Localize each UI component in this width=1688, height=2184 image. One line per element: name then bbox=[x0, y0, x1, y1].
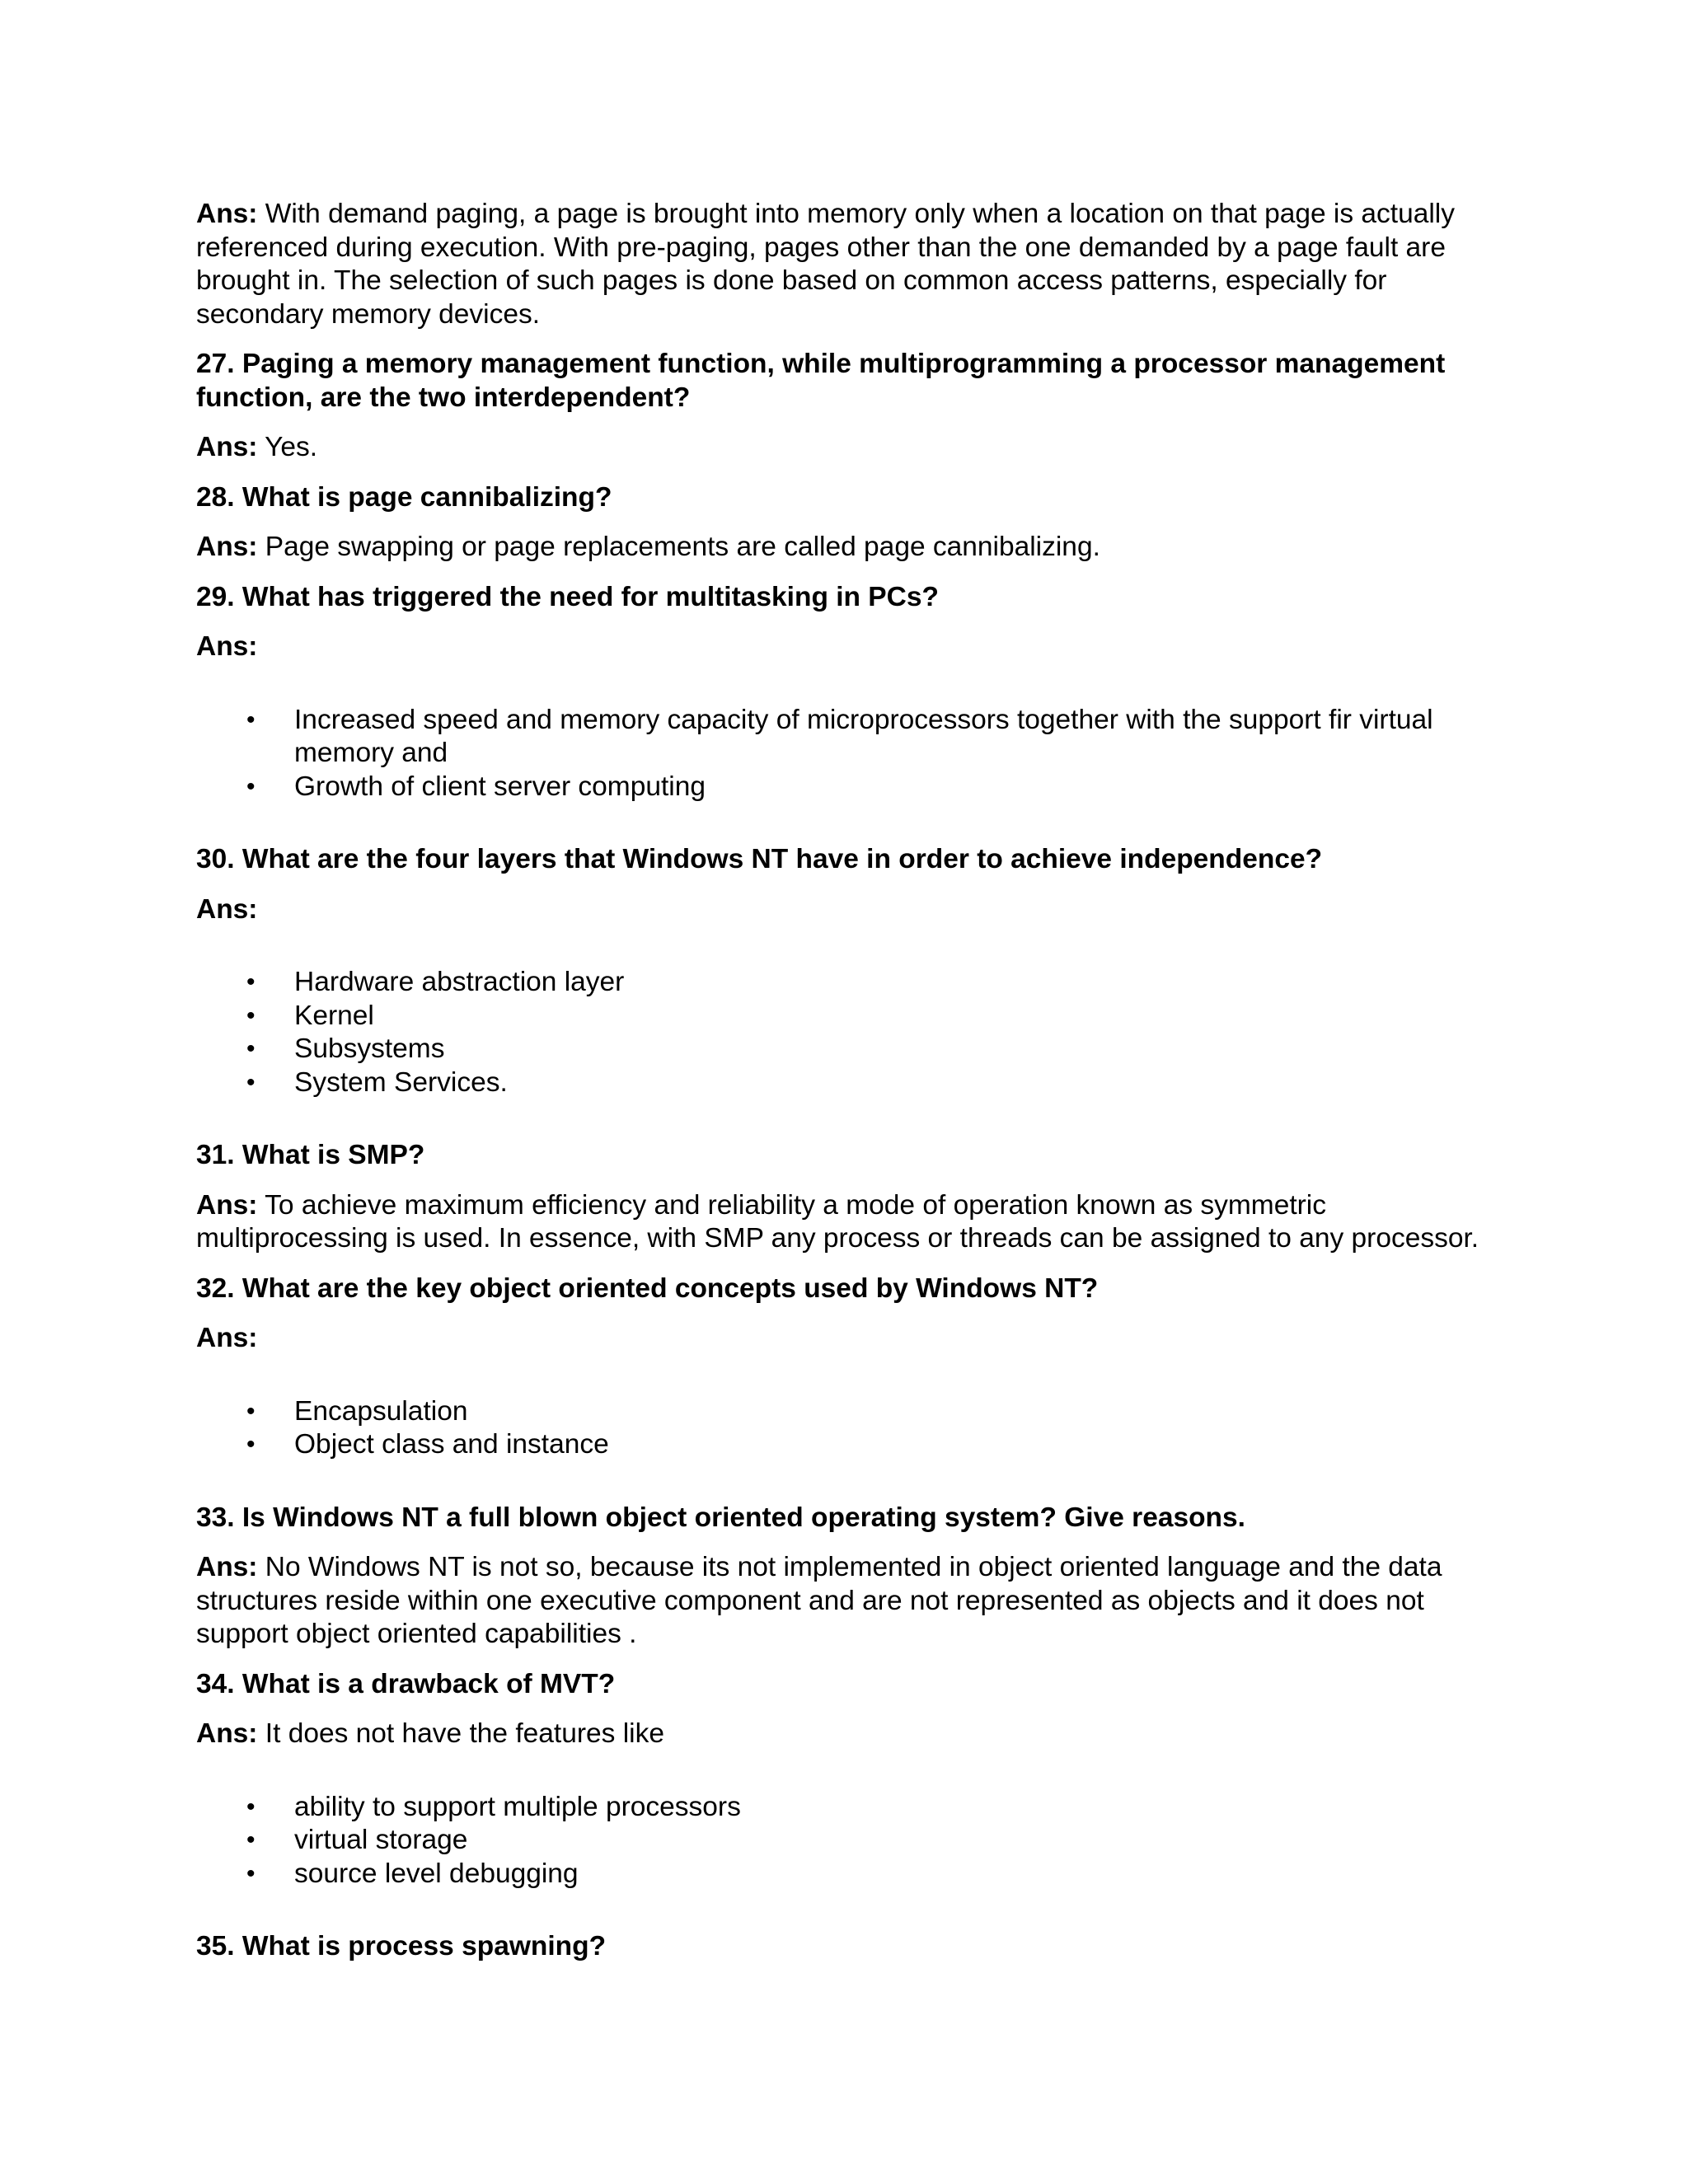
question-35: 35. What is process spawning? bbox=[196, 1931, 607, 1961]
answer-31-text: To achieve maximum efficiency and reliability a mode of operation known as symmetric multiprocessing is used. In essence, with SMP any process or threads can be assigned to any processor. bbox=[196, 1189, 1479, 1254]
answer-34-text: It does not have the features like bbox=[265, 1718, 664, 1749]
answer-29 bbox=[196, 630, 1507, 664]
document-page bbox=[196, 198, 1507, 1980]
bullet-icon: • bbox=[246, 1793, 256, 1821]
ans-label: Ans: bbox=[196, 199, 258, 229]
bullet-icon: • bbox=[246, 1826, 256, 1854]
bullet-icon: • bbox=[246, 1001, 256, 1029]
question-28: 28. What is page cannibalizing? bbox=[196, 481, 612, 513]
answer-34-list bbox=[196, 1791, 1507, 1891]
answer-27 bbox=[196, 431, 1507, 465]
question-32: 32. What are the key object oriented concepts used by Windows NT? bbox=[196, 1272, 1099, 1304]
ans-label: Ans: bbox=[196, 1189, 258, 1221]
answer-28 bbox=[196, 531, 1507, 565]
ans-label: Ans: bbox=[196, 631, 258, 662]
answer-30 bbox=[196, 893, 1507, 927]
list-item: • Growth of client server computing bbox=[196, 771, 1507, 804]
answer-28-text: Page swapping or page replacements are called page cannibalizing. bbox=[265, 532, 1100, 562]
answer-27-text: Yes. bbox=[265, 432, 318, 462]
list-item: • virtual storage bbox=[196, 1824, 1507, 1858]
bullet-icon: • bbox=[246, 1068, 256, 1096]
list-item: • source level debugging bbox=[196, 1858, 1507, 1891]
answer-34 bbox=[196, 1718, 1507, 1751]
ans-label: Ans: bbox=[196, 1552, 258, 1582]
question-33: 33. Is Windows NT a full blown object oriented operating system? Give reasons. bbox=[196, 1502, 1245, 1533]
bullet-icon: • bbox=[246, 968, 256, 996]
answer-33-text: No Windows NT is not so, because its not implemented in object oriented language and the data structures reside within one executive component and are not represented as objects and it does not support object oriented capabilities . bbox=[196, 1552, 1442, 1649]
list-item: • Object class and instance bbox=[196, 1428, 1507, 1462]
list-item: • Hardware abstraction layer bbox=[196, 966, 1507, 1000]
question-30: 30. What are the four layers that Windows NT have in order to achieve independence? bbox=[196, 844, 1323, 874]
question-29: 29. What has triggered the need for multitasking in PCs? bbox=[196, 581, 939, 612]
list-item: • Kernel bbox=[196, 1000, 1507, 1033]
ans-label: Ans: bbox=[196, 893, 258, 925]
answer-29-list bbox=[196, 704, 1507, 804]
answer-26 bbox=[196, 198, 1507, 331]
ans-label: Ans: bbox=[196, 1718, 258, 1749]
answer-32-list bbox=[196, 1395, 1507, 1462]
answer-26-text: With demand paging, a page is brought into memory only when a location on that page is actually referenced during execution. With pre-paging, pages other than the one demanded by a page fault are brought in. The selection of such pages is done based on common access patterns, especially for secondary memory devices. bbox=[196, 199, 1455, 330]
answer-32 bbox=[196, 1322, 1507, 1356]
bullet-icon: • bbox=[246, 1859, 256, 1887]
list-item: • Increased speed and memory capacity of microprocessors together with the support fir virtual memory and bbox=[246, 704, 1433, 768]
list-item: • System Services. bbox=[196, 1066, 1507, 1100]
answer-30-list bbox=[196, 966, 1507, 1099]
answer-31 bbox=[196, 1189, 1507, 1256]
list-item: • Encapsulation bbox=[196, 1395, 1507, 1429]
bullet-icon: • bbox=[246, 1397, 256, 1425]
question-34: 34. What is a drawback of MVT? bbox=[196, 1668, 616, 1699]
bullet-icon: • bbox=[246, 772, 256, 800]
answer-33 bbox=[196, 1551, 1507, 1652]
bullet-icon: • bbox=[246, 1431, 256, 1458]
question-31: 31. What is SMP? bbox=[196, 1140, 425, 1170]
ans-label: Ans: bbox=[196, 1323, 258, 1353]
list-item: • ability to support multiple processors bbox=[196, 1791, 1507, 1825]
bullet-icon: • bbox=[246, 1035, 256, 1062]
ans-label: Ans: bbox=[196, 532, 258, 562]
bullet-icon: • bbox=[246, 705, 256, 733]
question-27: 27. Paging a memory management function, while multiprogramming a processor management function, are the two interdependent? bbox=[196, 349, 1446, 413]
ans-label: Ans: bbox=[196, 432, 258, 462]
list-item: • Subsystems bbox=[196, 1033, 1507, 1066]
